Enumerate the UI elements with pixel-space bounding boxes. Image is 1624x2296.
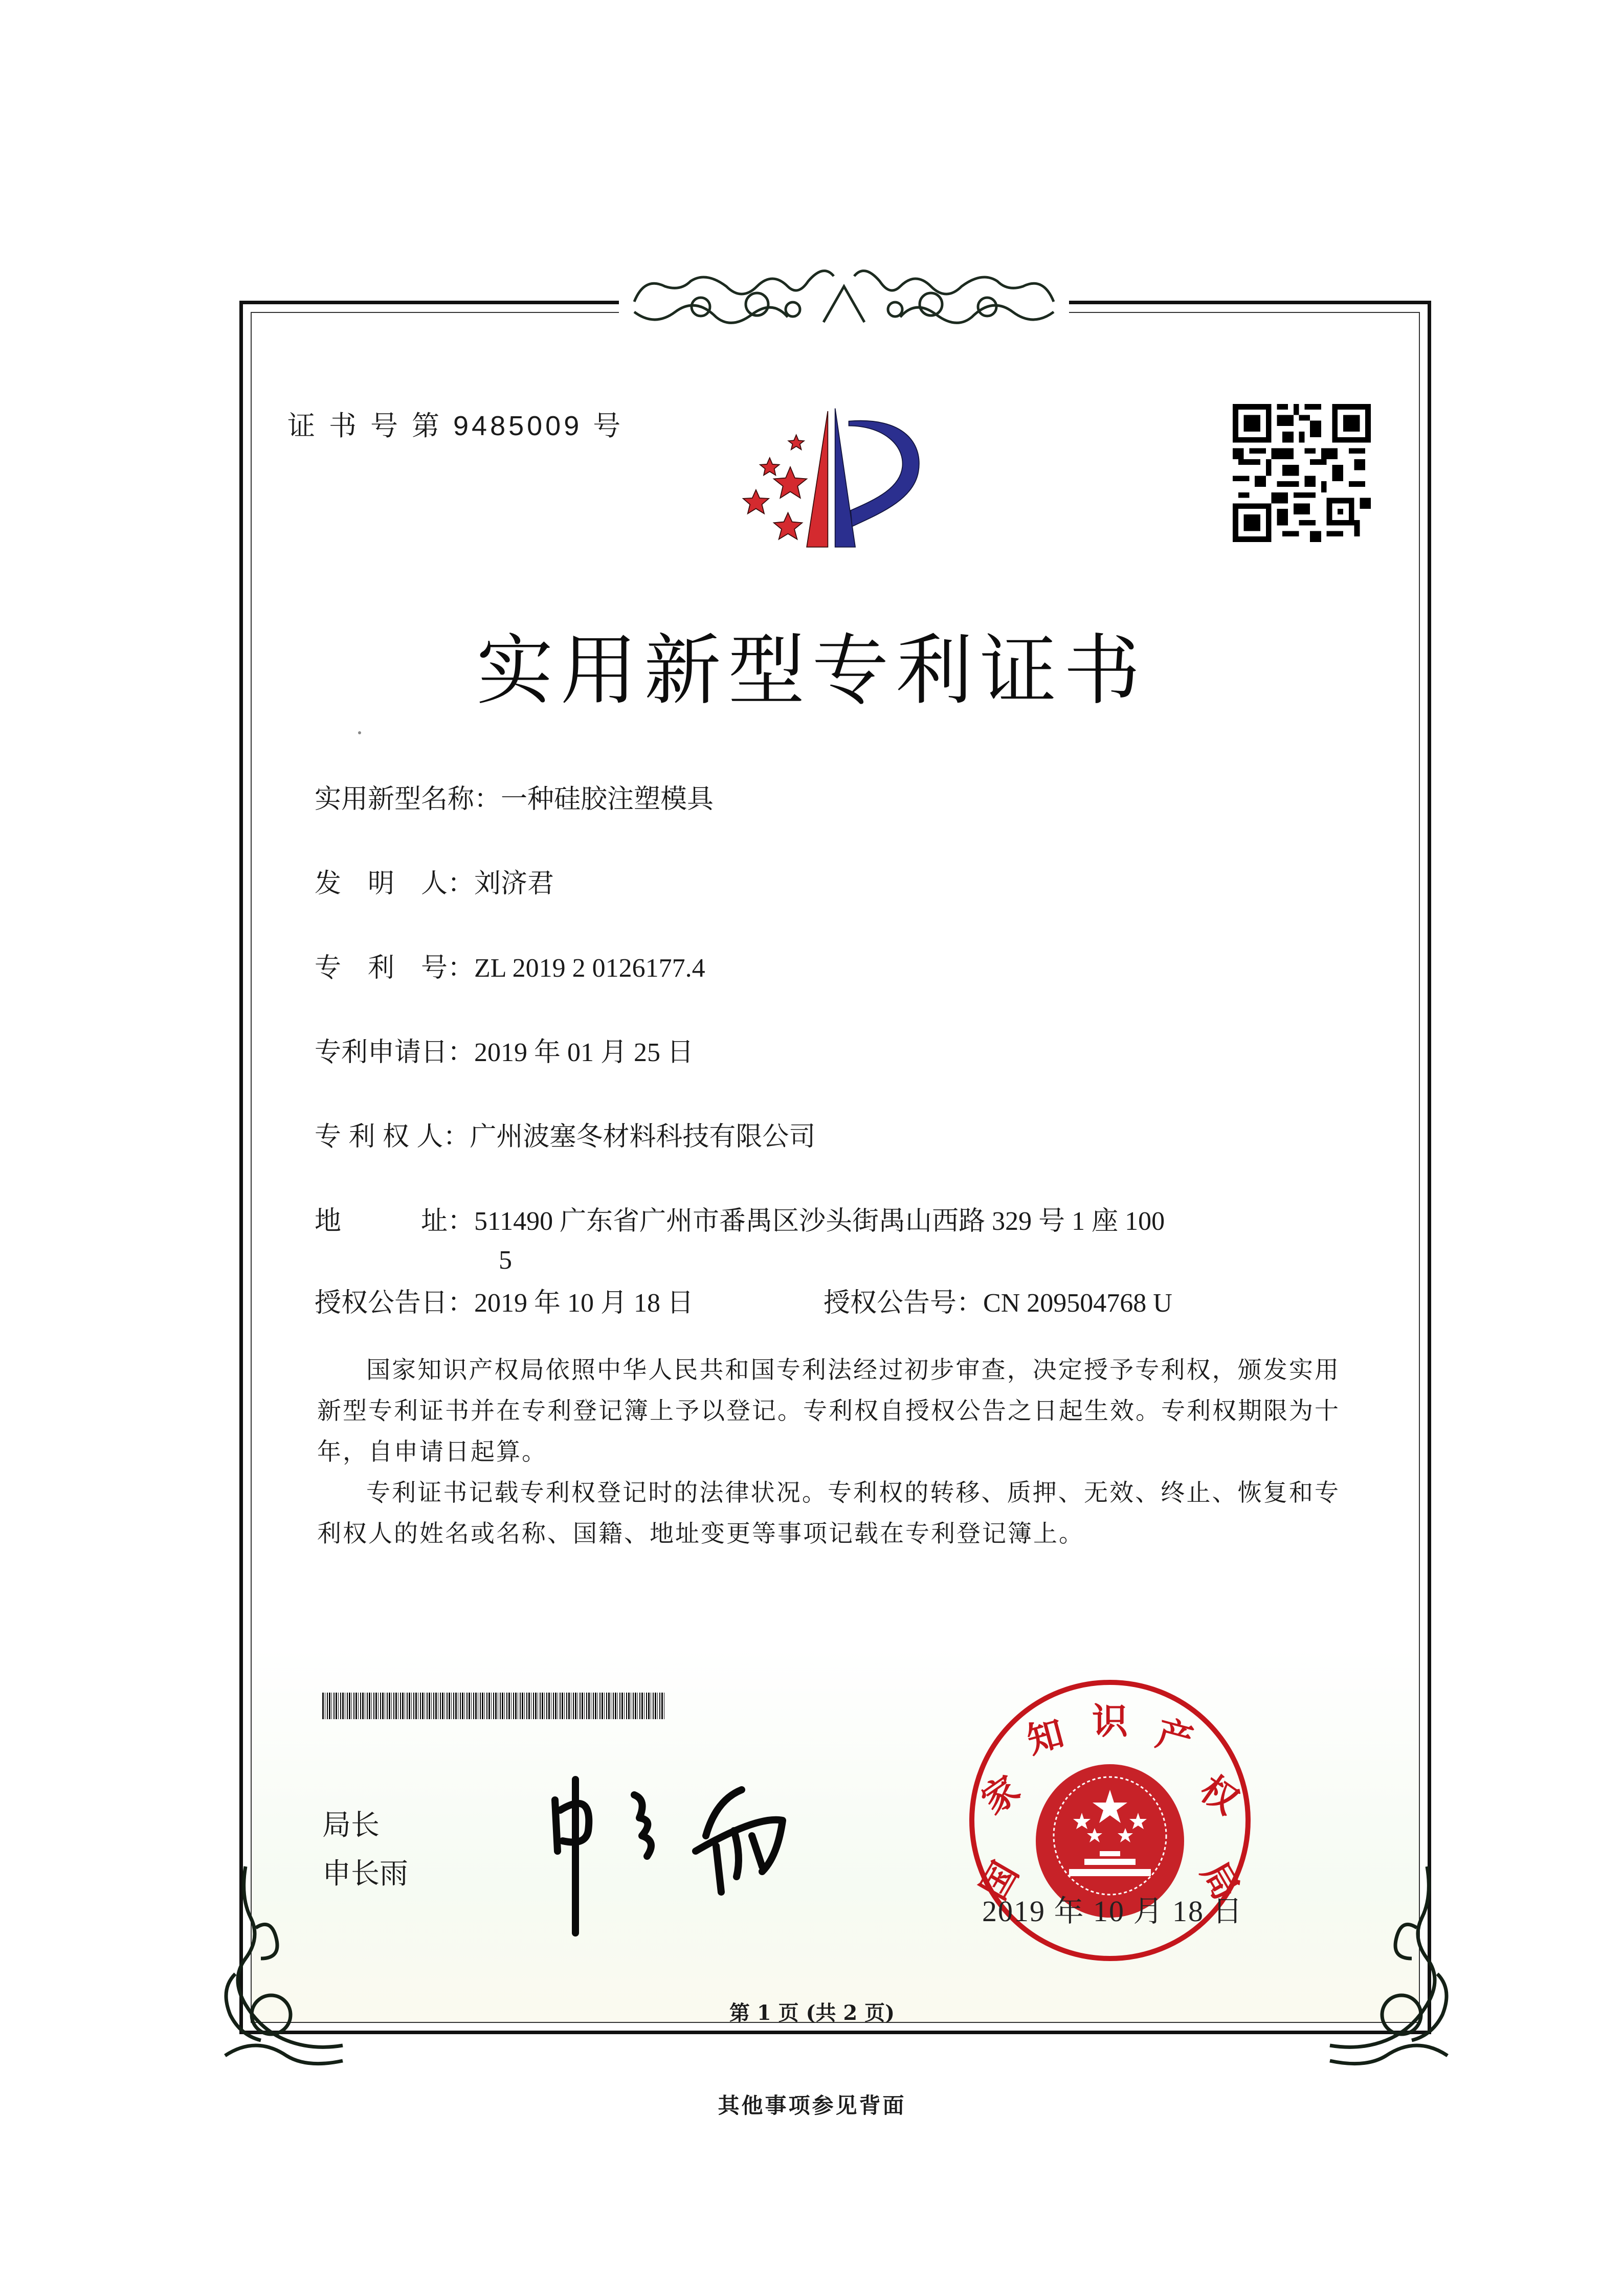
field-value: CN 209504768 U (983, 1289, 1172, 1318)
field-value: 2019 年 01 月 25 日 (474, 1038, 694, 1067)
field-value: 一种硅胶注塑模具 (501, 785, 714, 814)
svg-text:局: 局 (1193, 1855, 1248, 1907)
svg-text:家: 家 (974, 1767, 1028, 1823)
cnipa-logo-icon (726, 394, 941, 568)
field-grant-date (315, 1286, 694, 1320)
seal-date: 2019 年 10 月 18 日 (982, 1895, 1243, 1928)
field-label: 专利申请日： (315, 1038, 475, 1067)
handwritten-signature-icon (537, 1769, 844, 1938)
field-value: 511490 广东省广州市番禺区沙头街禺山西路 329 号 1 座 100 (474, 1207, 1165, 1236)
top-dragon-ornament-icon (619, 266, 1069, 337)
field-value: 广州波塞冬材料科技有限公司 (470, 1122, 816, 1152)
field-inventor (315, 867, 554, 901)
field-filing-date (315, 1036, 694, 1070)
svg-text:知: 知 (1022, 1712, 1069, 1762)
field-label: 专 利 号： (315, 953, 475, 983)
director-name: 申长雨 (322, 1857, 408, 1890)
barcode (322, 1693, 665, 1719)
svg-text:国: 国 (972, 1855, 1027, 1907)
field-label: 实用新型名称： (315, 784, 501, 814)
qr-code[interactable] (1233, 404, 1371, 542)
field-label: 授权公告日： (315, 1288, 475, 1318)
field-address (315, 1204, 1165, 1239)
corner-ornament-icon (215, 1861, 348, 2076)
certificate-number: 证 书 号 第 9485009 号 (287, 411, 624, 441)
director-title: 局长 (322, 1809, 380, 1842)
field-value: 刘济君 (474, 869, 554, 898)
field-label: 授权公告号： (824, 1288, 984, 1318)
footer-note: 其他事项参见背面 (718, 2093, 906, 2118)
field-grant-number (824, 1286, 1172, 1320)
field-label: 专 利 权 人： (315, 1122, 470, 1152)
field-utility-model-name (315, 782, 714, 817)
svg-text:识: 识 (1092, 1700, 1128, 1742)
field-patentee (315, 1120, 815, 1154)
field-address-continued: 5 (499, 1246, 512, 1275)
print-speck (358, 731, 361, 734)
field-label: 发 明 人： (315, 869, 475, 898)
corner-ornament-icon (1325, 1861, 1458, 2076)
page-indicator: 第 1 页 (共 2 页) (729, 2001, 895, 2025)
field-label: 地 址： (315, 1206, 475, 1236)
legal-paragraph-1: 国家知识产权局依照中华人民共和国专利法经过初步审查，决定授予专利权，颁发实用新型专利证书并在专利登记簿上予以登记。专利权自授权公告之日起生效。专利权期限为十年，自申请日起算。 (317, 1356, 1340, 1466)
field-patent-number (315, 951, 705, 985)
field-value: 2019 年 10 月 18 日 (474, 1289, 694, 1318)
svg-text:权: 权 (1192, 1767, 1246, 1823)
certificate-title: 实用新型专利证书 (476, 626, 1148, 715)
legal-paragraph-2: 专利证书记载专利权登记时的法律状况。专利权的转移、质押、无效、终止、恢复和专利权人的姓名或名称、国籍、地址变更等事项记载在专利登记簿上。 (317, 1479, 1340, 1548)
field-value: ZL 2019 2 0126177.4 (474, 954, 705, 983)
svg-text:产: 产 (1151, 1712, 1197, 1762)
